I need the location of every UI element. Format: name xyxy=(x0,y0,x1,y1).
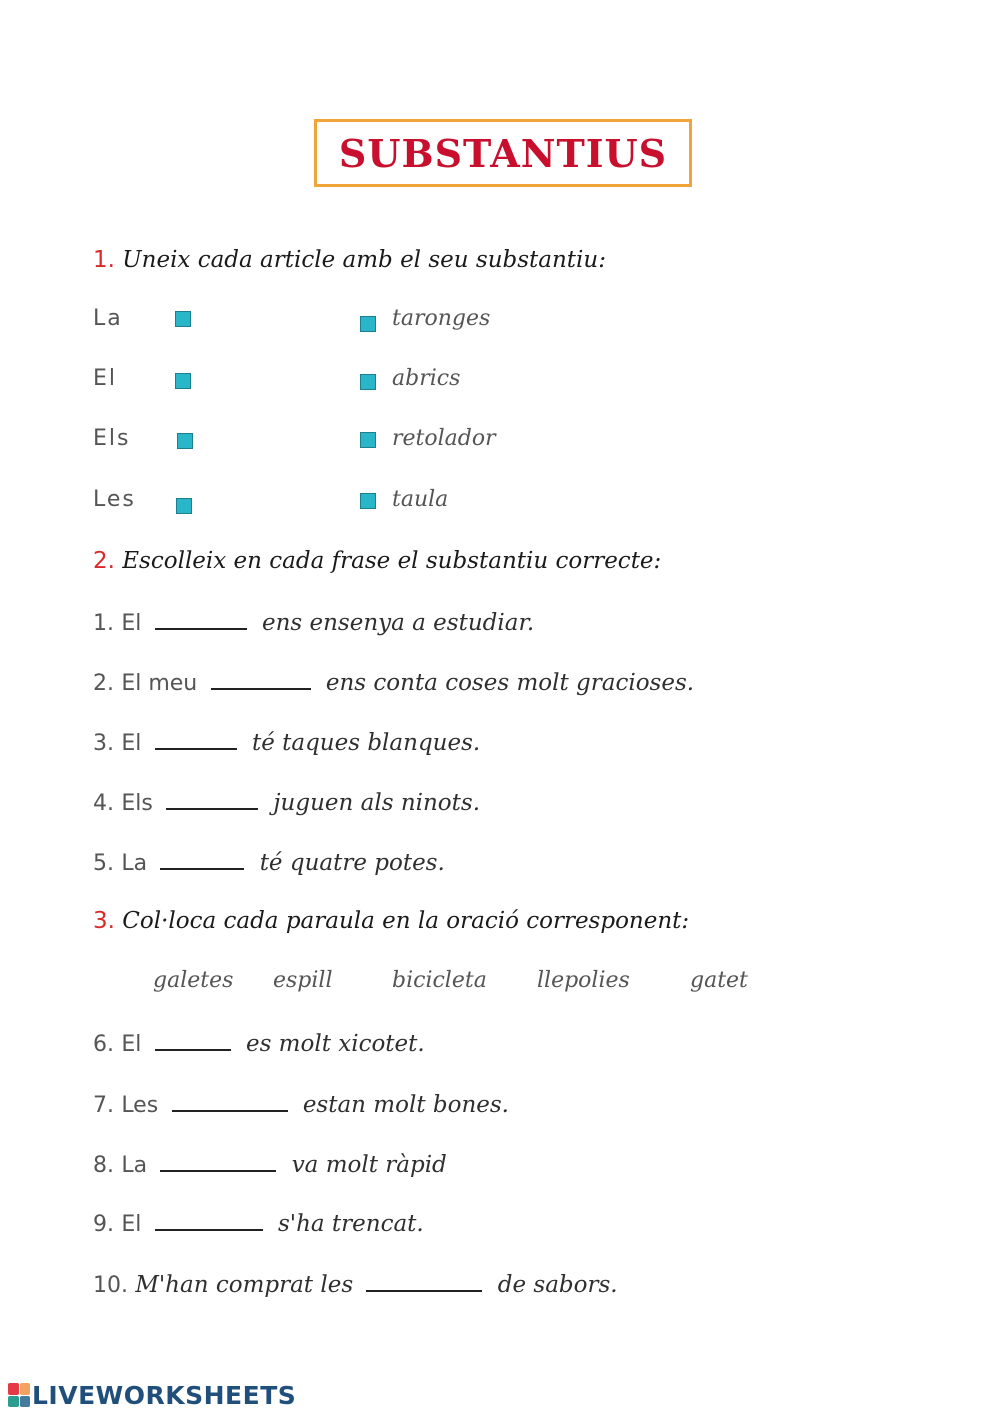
sentence-number: 10. xyxy=(93,1273,128,1298)
q3-sentence-7 xyxy=(93,1088,509,1121)
sentence-number: 5. xyxy=(93,851,114,876)
match-dot-left-4[interactable] xyxy=(176,498,192,514)
sentence-end: estan molt bones. xyxy=(302,1092,509,1118)
q3-heading xyxy=(93,906,689,936)
answer-blank[interactable] xyxy=(155,726,237,750)
match-dot-right-4[interactable] xyxy=(360,493,376,509)
match-dot-right-1[interactable] xyxy=(360,316,376,332)
q2-sentence-4 xyxy=(93,786,480,819)
sentence-number: 7. xyxy=(93,1093,114,1118)
match-dot-right-2[interactable] xyxy=(360,374,376,390)
answer-blank[interactable] xyxy=(155,1027,231,1051)
noun-retolador: retolador xyxy=(392,426,496,451)
sentence-start: El meu xyxy=(121,671,198,696)
title-box xyxy=(314,119,692,187)
sentence-number: 4. xyxy=(93,791,114,816)
liveworksheets-logo-icon xyxy=(8,1383,30,1407)
noun-taula: taula xyxy=(392,487,449,512)
sentence-start: M'han comprat les xyxy=(135,1272,354,1298)
answer-blank[interactable] xyxy=(211,666,311,690)
q2-sentence-5 xyxy=(93,846,445,879)
noun-taronges: taronges xyxy=(392,306,491,331)
noun-abrics: abrics xyxy=(392,366,461,391)
sentence-number: 6. xyxy=(93,1032,114,1057)
answer-blank[interactable] xyxy=(155,606,247,630)
sentence-start: El xyxy=(121,611,142,636)
sentence-end: ens ensenya a estudiar. xyxy=(261,610,535,636)
q1-instruction: Uneix cada article amb el seu substantiu: xyxy=(122,247,606,273)
q3-sentence-9 xyxy=(93,1207,424,1240)
sentence-end: juguen als ninots. xyxy=(273,790,481,816)
answer-blank[interactable] xyxy=(160,846,244,870)
q2-sentence-3 xyxy=(93,726,480,759)
q2-instruction: Escolleix en cada frase el substantiu correcte: xyxy=(122,548,662,574)
answer-blank[interactable] xyxy=(172,1088,288,1112)
article-el: El xyxy=(93,366,118,391)
answer-blank[interactable] xyxy=(160,1148,276,1172)
article-els: Els xyxy=(93,426,131,451)
sentence-end: ens conta coses molt gracioses. xyxy=(325,670,695,696)
match-dot-left-1[interactable] xyxy=(175,311,191,327)
page-title: SUBSTANTIUS xyxy=(338,130,668,176)
q1-number: 1. xyxy=(93,247,115,273)
q3-sentence-8 xyxy=(93,1148,447,1181)
sentence-number: 1. xyxy=(93,611,114,636)
answer-blank[interactable] xyxy=(155,1207,263,1231)
sentence-end: va molt ràpid xyxy=(291,1152,447,1178)
word-bank-item: llepolies xyxy=(537,968,630,993)
sentence-start: La xyxy=(121,851,148,876)
sentence-start: Els xyxy=(121,791,153,816)
article-les: Les xyxy=(93,487,136,512)
q2-heading xyxy=(93,546,661,576)
sentence-end: té quatre potes. xyxy=(259,850,445,876)
sentence-start: El xyxy=(121,731,142,756)
word-bank-item: gatet xyxy=(690,968,748,993)
q3-sentence-6 xyxy=(93,1027,425,1060)
word-bank-item: galetes xyxy=(153,968,234,993)
answer-blank[interactable] xyxy=(166,786,258,810)
sentence-number: 9. xyxy=(93,1212,114,1237)
q3-sentence-10 xyxy=(93,1268,618,1301)
article-la: La xyxy=(93,306,123,331)
word-bank-item: espill xyxy=(273,968,333,993)
match-dot-right-3[interactable] xyxy=(360,432,376,448)
q2-number: 2. xyxy=(93,548,115,574)
liveworksheets-logo[interactable] xyxy=(8,1380,296,1410)
q3-instruction: Col·loca cada paraula en la oració corresponent: xyxy=(122,908,690,934)
sentence-end: es molt xicotet. xyxy=(245,1031,425,1057)
q1-heading xyxy=(93,245,606,275)
sentence-start: Les xyxy=(121,1093,159,1118)
sentence-start: El xyxy=(121,1032,142,1057)
q3-number: 3. xyxy=(93,908,115,934)
sentence-end: s'ha trencat. xyxy=(277,1211,424,1237)
sentence-end: de sabors. xyxy=(497,1272,618,1298)
logo-text: LIVEWORKSHEETS xyxy=(32,1380,297,1410)
q2-sentence-2 xyxy=(93,666,694,699)
sentence-number: 2. xyxy=(93,671,114,696)
sentence-start: La xyxy=(121,1153,148,1178)
q2-sentence-1 xyxy=(93,606,534,639)
answer-blank[interactable] xyxy=(366,1268,482,1292)
match-dot-left-3[interactable] xyxy=(177,433,193,449)
sentence-number: 3. xyxy=(93,731,114,756)
sentence-start: El xyxy=(121,1212,142,1237)
sentence-number: 8. xyxy=(93,1153,114,1178)
match-dot-left-2[interactable] xyxy=(175,373,191,389)
word-bank-item: bicicleta xyxy=(392,968,487,993)
sentence-end: té taques blanques. xyxy=(251,730,481,756)
